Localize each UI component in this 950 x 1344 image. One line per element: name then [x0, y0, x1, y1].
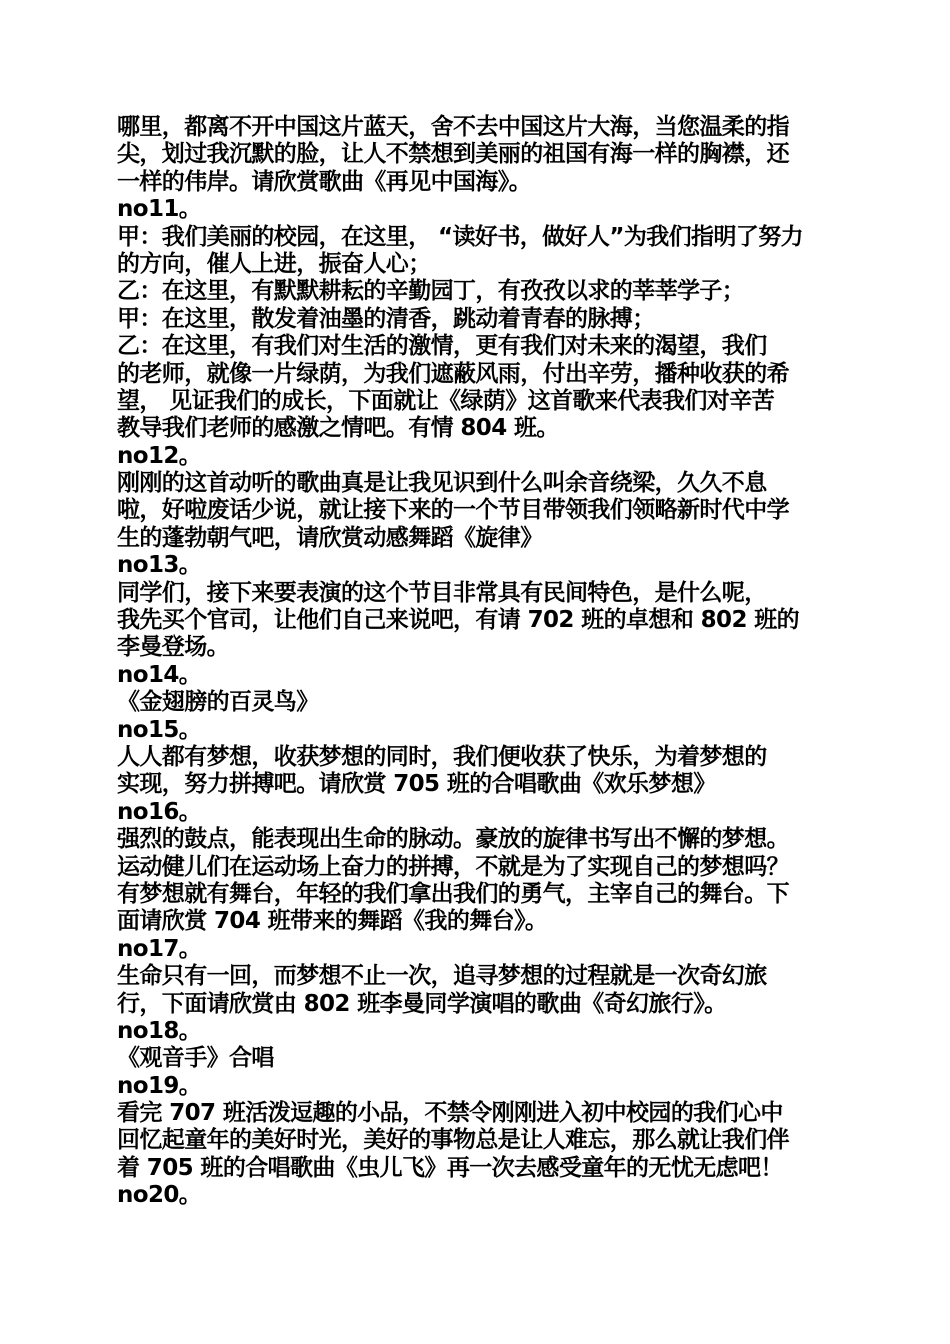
- text-line: 有梦想就有舞台，年轻的我们拿出我们的勇气，主宰自己的舞台。下: [117, 880, 790, 907]
- text-line: 实现，努力拼搏吧。请欣赏 705 班的合唱歌曲《欢乐梦想》: [117, 771, 716, 798]
- program-number: no13。: [117, 552, 202, 579]
- text-line: 面请欣赏 704 班带来的舞蹈《我的舞台》。: [117, 908, 548, 935]
- text-line: 哪里，都离不开中国这片蓝天，舍不去中国这片大海，当您温柔的指: [117, 114, 790, 140]
- text-line: 同学们，接下来要表演的这个节目非常具有民间特色，是什么呢，: [117, 579, 767, 606]
- text-line: 生的蓬勃朝气吧，请欣赏动感舞蹈《旋律》: [117, 524, 543, 551]
- program-number: no19。: [117, 1072, 202, 1099]
- program-number: no18。: [117, 1017, 202, 1044]
- text-line: 乙：在这里，有我们对生活的激情，更有我们对未来的渴望，我们: [117, 333, 767, 360]
- program-number: no11。: [117, 196, 202, 223]
- text-line: 《观音手》合唱: [117, 1045, 274, 1072]
- program-number: no16。: [117, 798, 202, 825]
- text-line: 运动健儿们在运动场上奋力的拼搏，不就是为了实现自己的梦想吗？: [117, 853, 790, 880]
- text-line: 教导我们老师的感激之情吧。有情 804 班。: [117, 415, 559, 442]
- program-number: no20。: [117, 1182, 202, 1209]
- text-line: 甲：在这里，散发着油墨的清香，跳动着青春的脉搏；: [117, 305, 655, 332]
- text-line: 《金翅膀的百灵鸟》: [117, 689, 319, 716]
- text-line: 乙：在这里，有默默耕耘的辛勤园丁，有孜孜以求的莘莘学子；: [117, 278, 745, 305]
- text-line: 行，下面请欣赏由 802 班李曼同学演唱的歌曲《奇幻旅行》。: [117, 990, 727, 1017]
- text-line: 啦，好啦废话少说，就让接下来的一个节目带领我们领略新时代中学: [117, 497, 790, 524]
- text-line: 的老师，就像一片绿荫，为我们遮蔽风雨，付出辛劳，播种收获的希: [117, 360, 790, 387]
- text-line: 我先买个官司，让他们自己来说吧，有请 702 班的卓想和 802 班的: [117, 607, 800, 634]
- text-line: 尖，划过我沉默的脸，让人不禁想到美丽的祖国有海一样的胸襟，还: [117, 141, 790, 168]
- text-line: 着 705 班的合唱歌曲《虫儿飞》再一次去感受童年的无忧无虑吧！: [117, 1154, 783, 1181]
- text-line: 看完 707 班活泼逗趣的小品，不禁令刚刚进入初中校园的我们心中: [117, 1100, 783, 1127]
- text-line: 刚刚的这首动听的歌曲真是让我见识到什么叫余音绕梁，久久不息: [117, 470, 767, 497]
- text-line: 人人都有梦想，收获梦想的同时，我们便收获了快乐，为着梦想的: [117, 743, 767, 770]
- program-number: no14。: [117, 661, 202, 688]
- text-line: 甲：我们美丽的校园，在这里， “读好书，做好人”为我们指明了努力: [117, 223, 804, 250]
- text-line: 回忆起童年的美好时光，美好的事物总是让人难忘，那么就让我们伴: [117, 1127, 790, 1154]
- program-number: no17。: [117, 935, 202, 962]
- text-line: 的方向，催人上进，振奋人心；: [117, 250, 431, 277]
- text-line: 李曼登场。: [117, 634, 230, 661]
- document-body: [117, 114, 839, 1210]
- text-line: 生命只有一回，而梦想不止一次，追寻梦想的过程就是一次奇幻旅: [117, 963, 767, 990]
- program-number: no12。: [117, 442, 202, 469]
- text-line: 强烈的鼓点，能表现出生命的脉动。豪放的旋律书写出不懈的梦想。: [117, 826, 790, 853]
- text-line: 一样的伟岸。请欣赏歌曲《再见中国海》。: [117, 168, 532, 195]
- text-line: 望， 见证我们的成长，下面就让《绿荫》这首歌来代表我们对辛苦: [117, 387, 775, 414]
- program-number: no15。: [117, 716, 202, 743]
